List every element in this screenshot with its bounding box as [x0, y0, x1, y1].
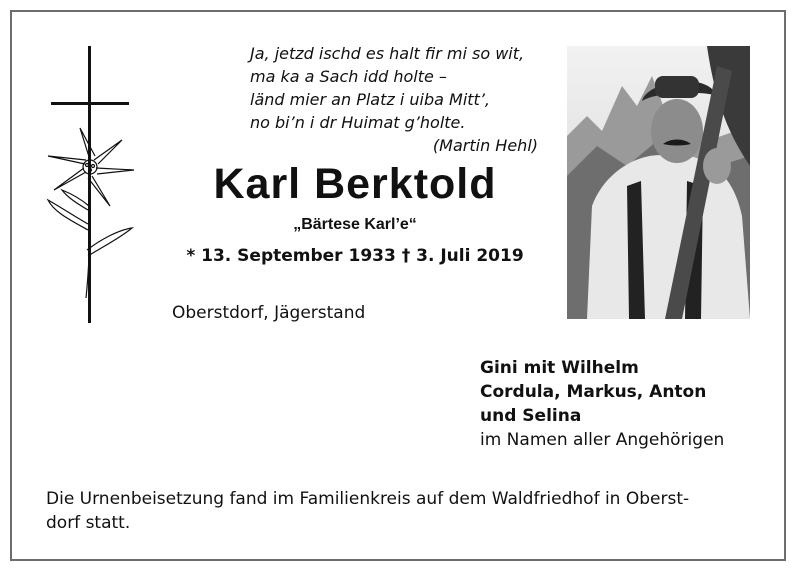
edelweiss-icon — [40, 120, 140, 300]
poem-line: Ja, jetzd ischd es halt fir mi so wit, — [250, 44, 525, 63]
portrait-photo — [567, 46, 750, 319]
poem-line: no bi’n i dr Huimat g’holte. — [250, 113, 466, 132]
deceased-nickname: „Bärtese Karl’e“ — [293, 216, 417, 233]
notice-line-2: dorf statt. — [46, 513, 131, 533]
mourners-block — [480, 356, 724, 452]
burial-notice — [46, 487, 766, 535]
mourner-line: Gini mit Wilhelm — [480, 358, 639, 378]
poem — [250, 42, 550, 157]
life-dates: * 13. September 1933 † 3. Juli 2019 — [186, 246, 524, 266]
mourner-line: Cordula, Markus, Anton — [480, 382, 707, 402]
mourners-closing: im Namen aller Angehörigen — [480, 430, 725, 450]
poem-line: ma ka a Sach idd holte – — [250, 67, 447, 86]
cross-bar — [51, 102, 129, 105]
notice-line-1: Die Urnenbeisetzung fand im Familienkreis auf dem Waldfriedhof in Oberst- — [46, 489, 690, 509]
mourner-line: und Selina — [480, 406, 582, 426]
residence: Oberstdorf, Jägerstand — [172, 303, 366, 323]
poem-line: länd mier an Platz i uiba Mitt’, — [250, 90, 490, 109]
deceased-name: Karl Berktold — [213, 160, 497, 208]
poem-author: (Martin Hehl) — [432, 136, 538, 155]
